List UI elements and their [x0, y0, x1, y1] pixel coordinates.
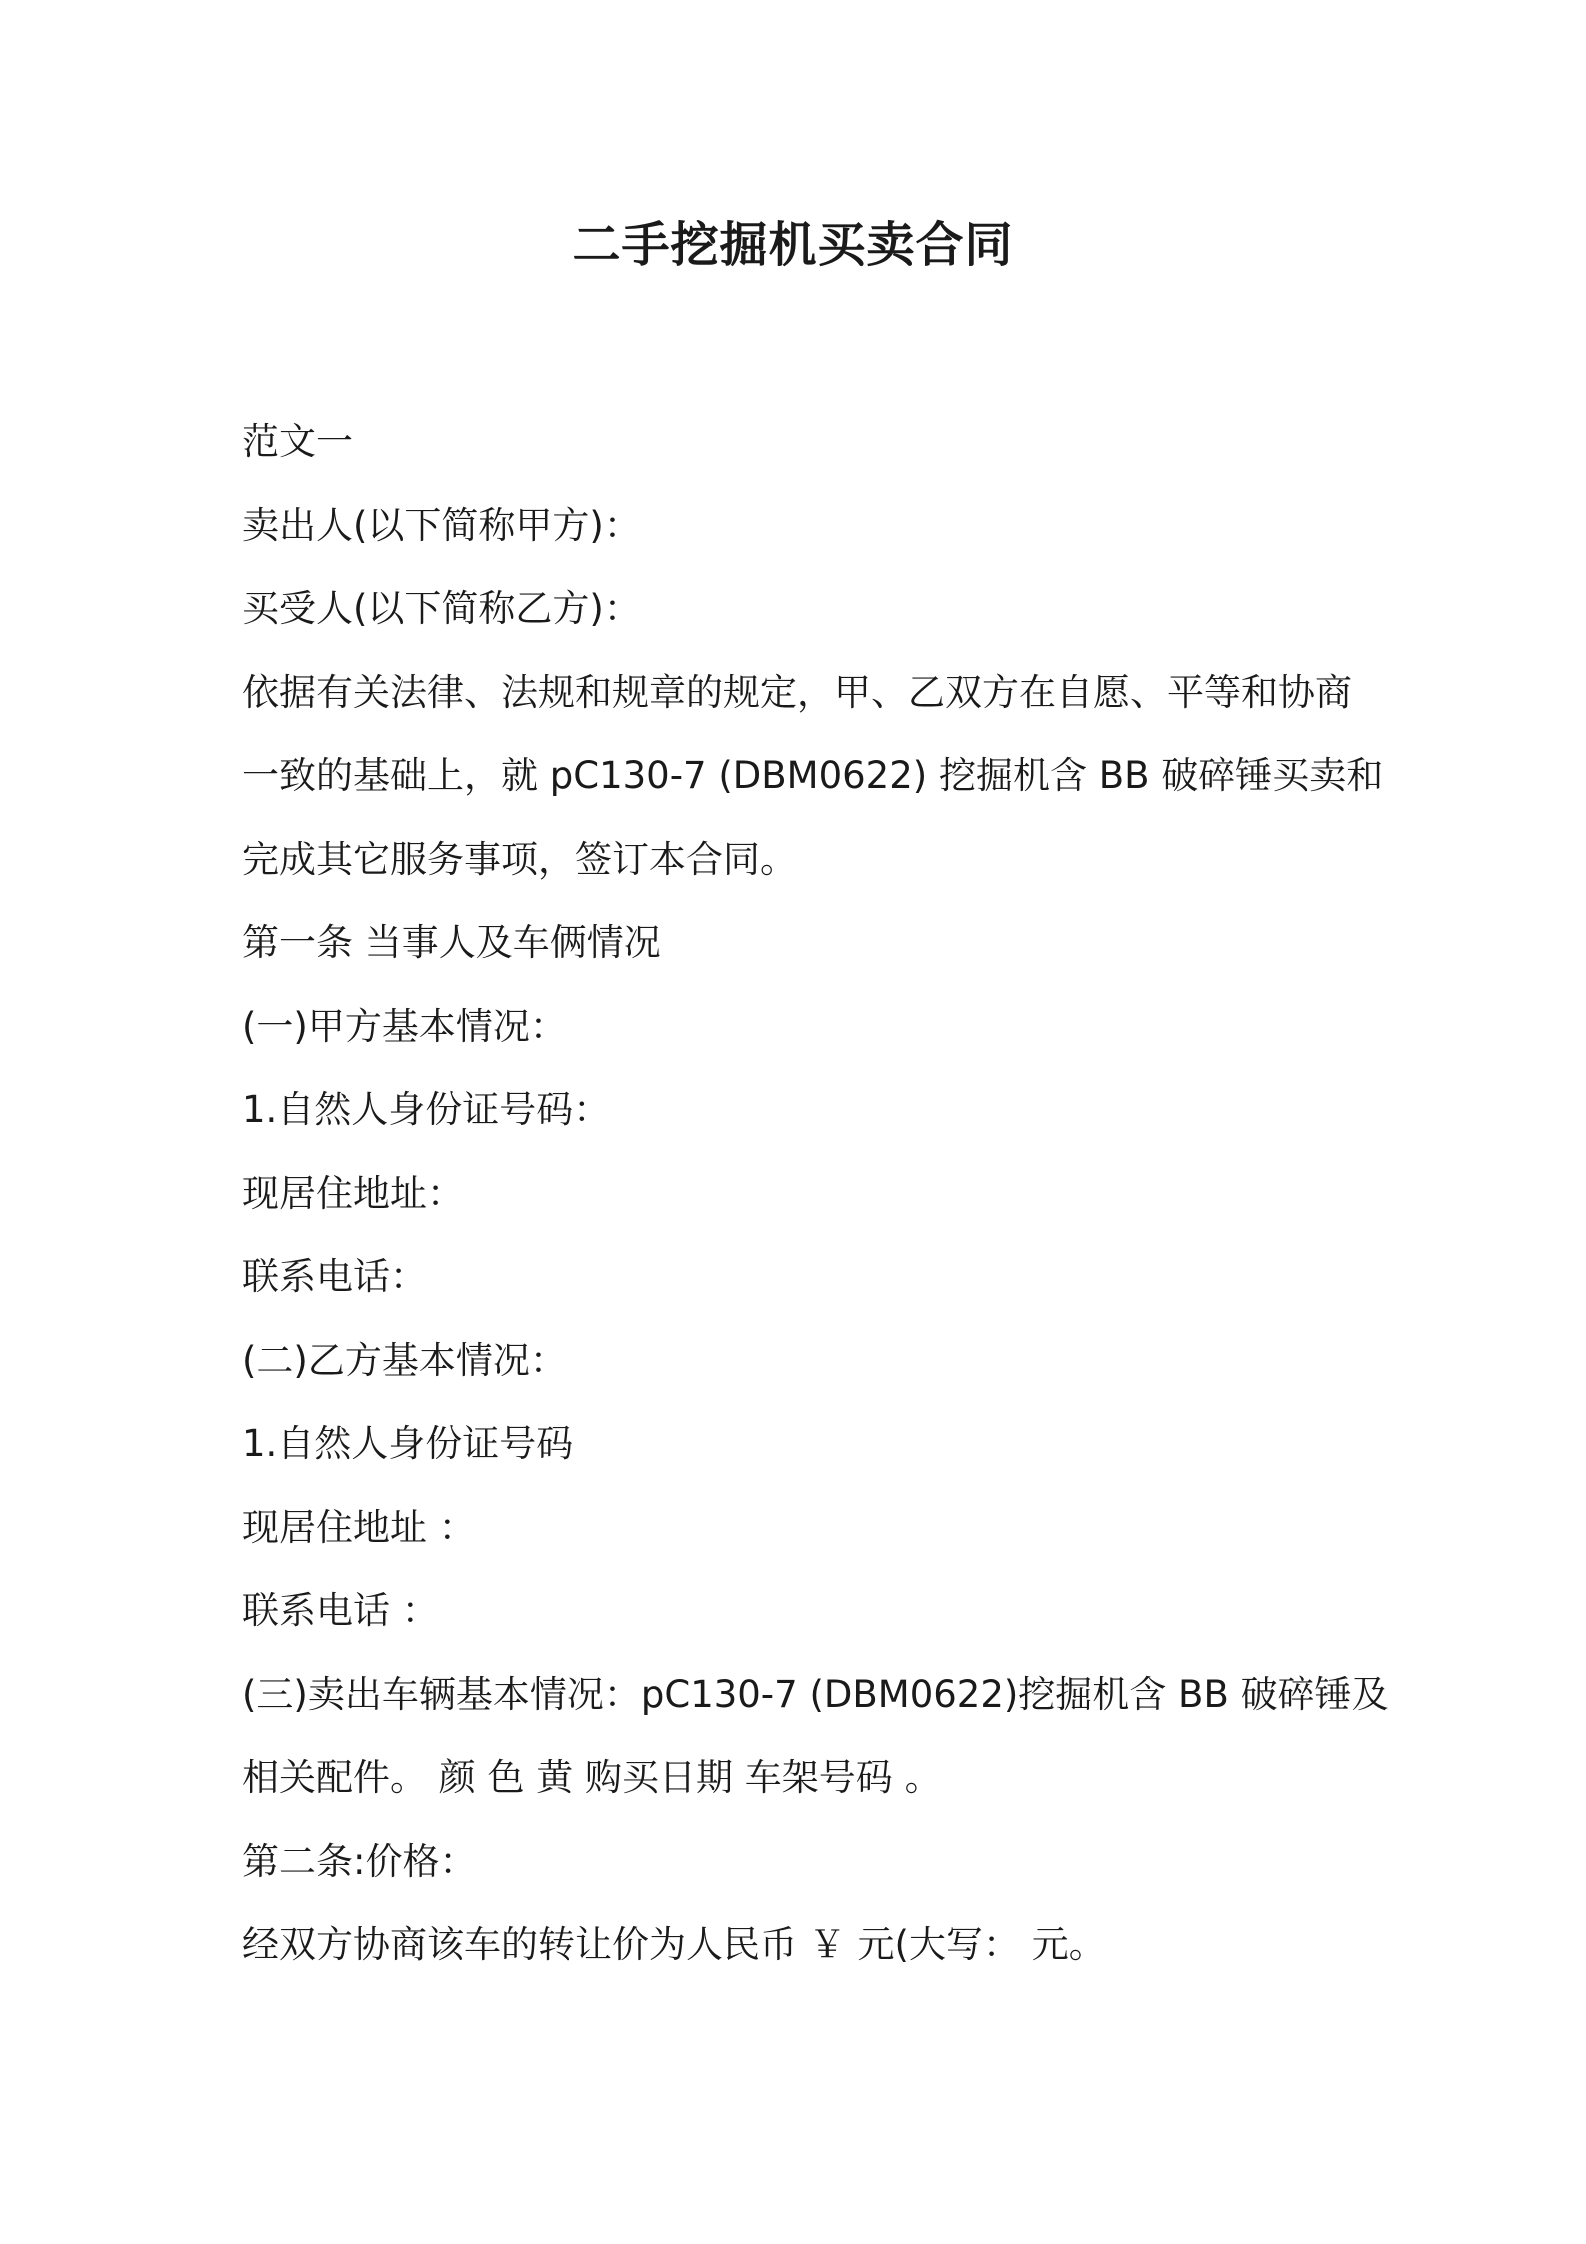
text-line: 1.自然人身份证号码	[242, 1422, 574, 1465]
text-line: 卖出人(以下简称甲方)：	[242, 503, 641, 547]
text-line: 完成其它服务事项，签订本合同。	[242, 837, 797, 881]
text-line: 联系电话：	[242, 1255, 427, 1298]
text-line: 现居住地址：	[242, 1171, 464, 1215]
text-line: 相关配件。 颜 色 黄 购买日期 车架号码 。	[242, 1756, 942, 1799]
text-line: (三)卖出车辆基本情况：pC130-7 (DBM0622)挖掘机含 BB 破碎锤及	[242, 1672, 1389, 1716]
text-line: 1.自然人身份证号码：	[242, 1088, 611, 1131]
document-body	[242, 400, 1389, 1987]
text-line: 一致的基础上，就 pC130-7 (DBM0622) 挖掘机含 BB 破碎锤买卖和	[242, 754, 1384, 797]
text-line: 经双方协商该车的转让价为人民币 ￥ 元(大写： 元。	[242, 1923, 1106, 1966]
text-line: 买受人(以下简称乙方)：	[242, 587, 641, 630]
text-line: 第二条:价格：	[242, 1839, 477, 1883]
document-title: 二手挖掘机买卖合同	[572, 217, 1014, 273]
text-line: (二)乙方基本情况：	[242, 1338, 567, 1382]
text-line: (一)甲方基本情况：	[242, 1004, 567, 1048]
text-line: 联系电话 ：	[242, 1589, 439, 1632]
text-line: 依据有关法律、法规和规章的规定，甲、乙双方在自愿、平等和协商	[242, 670, 1352, 714]
text-line: 范文一	[242, 420, 353, 463]
text-line: 现居住地址 ：	[242, 1505, 476, 1549]
text-line: 第一条 当事人及车俩情况	[242, 921, 661, 964]
